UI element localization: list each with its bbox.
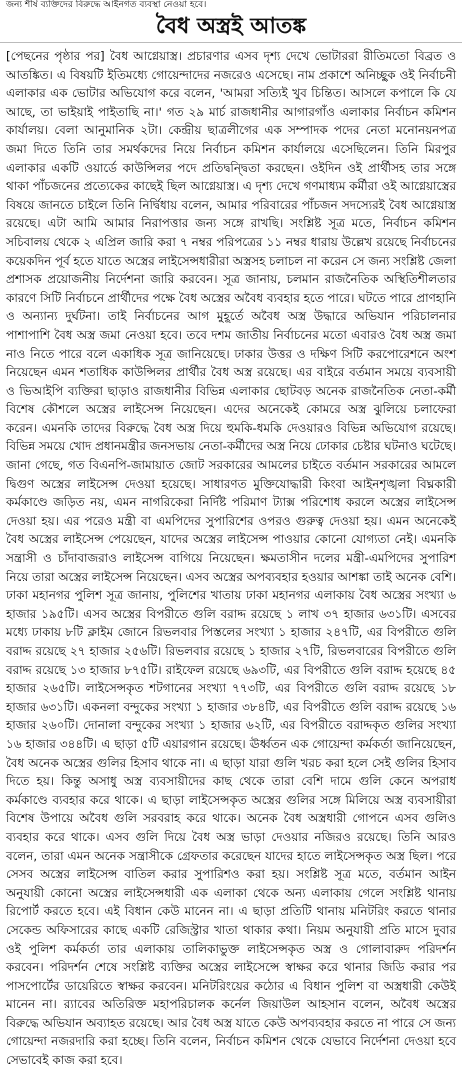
article-headline: বৈধ অস্ত্রই আতঙ্ক bbox=[0, 14, 462, 43]
article-body bbox=[0, 45, 462, 1068]
article-text: [পেছনের পৃষ্ঠার পর] বৈধ আগ্নেয়াস্ত্র। প্রচারণার এসব দৃশ্য দেখে ভোটাররা রীতিমতো বিব্রত ও আতঙ্কিত। এ বিষয়টি ইতিমধ্যে গোয়েন্দাদের নজরেও এসেছে। নাম প্রকাশে অনিচ্ছুক ওই নির্বাচনী এলাকার এক ভোটার অভিযোগ করে বলেন, 'আমরা সত্যিই খুব চিন্তিত। আসলে কপালে কি যে আছে, তা ভাইয়াই পাইতাছি না।' গত ২৯ মার্চ রাজধানীর আগারগাঁও এলাকার নির্বাচন কমিশন কার্যালয়। বেলা আনুমানিক ২টা। কেন্দ্রীয় ছাত্রলীগের এক সম্পাদক পদের নেতা মনোনয়নপত্র জমা দিতে তিনি তার সমর্থকদের নিয়ে নির্বাচন কমিশন কার্যালয়ে এসেছিলেন। তিনি মিরপুর এলাকার একটি ওয়ার্ডে কাউন্সিলর পদে প্রতিদ্বন্দ্বিতা করছেন। ওইদিন ওই প্রার্থীসহ তার সঙ্গে থাকা পাঁচজনের প্রত্যেকের কাছেই ছিল আগ্নেয়াস্ত্র। এ দৃশ্য দেখে গণমাধ্যম কর্মীরা ওই আগ্নেয়াস্ত্রের বিষয়ে জানতে চাইলে তিনি নির্দ্বিধায় বলেন, আমার পরিবারের পাঁচজন সদস্যেরই বৈধ আগ্নেয়াস্ত্র রয়েছে। এটা আমি আমার নিরাপত্তার জন্য সঙ্গে রাখছি। সংশ্লিষ্ট সূত্র মতে, নির্বাচন কমিশন সচিবালয় থেকে ২ এপ্রিল জারি করা ৭ নম্বর পরিপত্রের ১১ নম্বর ধারায় উল্লেখ রয়েছে নির্বাচনের কয়েকদিন পূর্ব হতে যাতে অস্ত্রের লাইসেন্সধারীরা অস্ত্রসহ চলাচল না করেন সে জন্য সংশ্লিষ্ট জেলা প্রশাসক প্রয়োজনীয় নির্দেশনা জারি করবেন। সূত্র জানায়, চলমান রাজনৈতিক অস্থিতিশীলতার কারণে সিটি নির্বাচনে প্রার্থীদের পক্ষে বৈধ অস্ত্রের অবৈধ ব্যবহার হতে পারে। ঘটতে পারে প্রাণহানি ও অন্যান্য দুর্ঘটনা। তাই নির্বাচনের আগ মুহূর্তে অবৈধ অস্ত্র উদ্ধারে অভিযান পরিচালনার পাশাপাশি বৈধ অস্ত্র জমা নেওয়া হবে। তবে দশম জাতীয় নির্বাচনের মতো এবারও বৈধ অস্ত্র জমা নাও নিতে পারে বলে একাধিক সূত্র জানিয়েছে। ঢাকার উত্তর ও দক্ষিণ সিটি করপোরেশনে অংশ নিয়েছেন এমন শতাধিক কাউন্সিলর প্রার্থীর বৈধ অস্ত্র রয়েছে। এর বাইরে বর্তমান সময়ে ব্যবসায়ী ও ভিআইপি ব্যক্তিরা ছাড়াও রাজধানীর বিভিন্ন এলাকার ছোটবড় অনেক রাজনৈতিক নেতা-কর্মী বিশেষ কৌশলে অস্ত্রের লাইসেন্স নিয়েছেন। এদের অনেকেই কোমরে অস্ত্র ঝুলিয়ে চলাফেরা করেন। এমনকি তাদের বিরুদ্ধে বৈধ অস্ত্র দিয়ে হুমকি-ধমকি দেওয়ারও বিভিন্ন অভিযোগ রয়েছে। বিভিন্ন সময়ে খোদ প্রধানমন্ত্রীর জনসভায় নেতা-কর্মীদের অস্ত্র নিয়ে ঢোকার চেষ্টার ঘটনাও ঘটেছে। জানা গেছে, গত বিএনপি-জামায়াত জোট সরকারের আমলের চাইতে বর্তমান সরকারের আমলে দ্বিগুণ অস্ত্রের লাইসেন্স দেওয়া হয়েছে। সাধারণত মুক্তিযোদ্ধারী কিংবা আইনশৃঙ্খলা বিঘ্নকারী কর্মকাণ্ডে জড়িত নয়, এমন নাগরিকেরা নির্দিষ্ট পরিমাণ ট্যাক্স পরিশোধ করলে অস্ত্রের লাইসেন্স দেওয়া হয়। এর পরেও মন্ত্রী বা এমপিদের সুপারিশের ওপরও গুরুত্ব দেওয়া হয়। এমন অনেকেই বৈধ অস্ত্রের লাইসেন্স পেয়েছেন, যাদের অস্ত্রের লাইসেন্স পাওয়ার কোনো যোগ্যতা নেই। এমনকি সন্ত্রাসী ও চাঁদাবাজরাও লাইসেন্স বাগিয়ে নিয়েছেন। ক্ষমতাসীন দলের মন্ত্রী-এমপিদের সুপারিশ নিয়ে তারা অস্ত্রের লাইসেন্স নিয়েছেন। এসব অস্ত্রের অপব্যবহার হওয়ার আশঙ্কা তাই অনেক বেশি। ঢাকা মহানগর পুলিশ সূত্র জানায়, পুলিশের খাতায় ঢাকা মহানগর এলাকায় বৈধ অস্ত্রের সংখ্যা ৬ হাজার ১৯৫টি। এসব অস্ত্রের বিপরীতে গুলি বরাদ্দ রয়েছে ১ লাখ ৩৭ হাজার ৬৩১টি। এসবের মধ্যে ঢাকায় ৮টি ক্লাইম জোনে রিভলবার পিস্তলের সংখ্যা ১ হাজার ২৪৭টি, এর বিপরীতে গুলি বরাদ্দ রয়েছে ২৭ হাজার ২৫৬টি। রিভলবার রয়েছে ১ হাজার ২৭টি, রিভলবারের বিপরীতে গুলি বরাদ্দ রয়েছে ১৩ হাজার ৮৭৫টি। রাইফেল রয়েছে ৬৯৩টি, এর বিপরীতে গুলি বরাদ্দ হয়েছে ৪৫ হাজার ২৬৫টি। লাইসেন্সকৃত শটগানের সংখ্যা ৭৭৩টি, এর বিপরীতে গুলি বরাদ্দ রয়েছে ১৮ হাজার ৬৩১টি। একনলা বন্দুকের সংখ্যা ১ হাজার ৩৮৪টি, এর বিপরীতে গুলি বরাদ্দ রয়েছে ১৬ হাজার ২৬০টি। দোনালা বন্দুকের সংখ্যা ১ হাজার ৬২টি, এর বিপরীতে বরাদ্দকৃত গুলির সংখ্যা ১৬ হাজার ৩৪৪টি। এ ছাড়া ৫টি এয়ারগান রয়েছে। ঊর্ধ্বতন এক গোয়েন্দা কর্মকর্তা জানিয়েছেন, বৈধ অনেক অস্ত্রের গুলির হিসাব থাকে না। এ ছাড়া যারা গুলি খরচ করা হলে সেই গুলির হিসাব দিতে হয়। কিন্তু অসাধু অস্ত্র ব্যবসায়ীদের কাছ থেকে তারা বেশি দামে গুলি কেনে অপরাধ কর্মকাণ্ডে ব্যবহার করে থাকে। এ ছাড়া লাইসেন্সকৃত অস্ত্রের গুলির সঙ্গে মিলিয়ে অস্ত্র ব্যবসায়ীরা বিশেষ উপায়ে অবৈধ গুলি সরবরাহ করে থাকে। অনেক বৈধ অস্ত্রধারী গোপনে এসব গুলিও ব্যবহার করে থাকে। এসব গুলি দিয়ে বৈধ অস্ত্র ভাড়া দেওয়ার নজিরও রয়েছে। তিনি আরও বলেন, তারা এমন অনেক সন্ত্রাসীকে গ্রেফতার করেছেন যাদের হাতে লাইসেন্সকৃত অস্ত্র ছিল। পরে সেসব অস্ত্রের লাইসেন্স বাতিল করার সুপারিশও করা হয়। সংশ্লিষ্ট সূত্র মতে, বর্তমান আইন অনুযায়ী কোনো অস্ত্রের লাইসেন্সধারী এক এলাকা থেকে অন্য এলাকায় গেলে সংশ্লিষ্ট থানায় রিপোর্ট করতে হবে। এই বিধান কেউ মানেন না। এ ছাড়া প্রতিটি থানায় মনিটরিং করতে থানার সেকেন্ড অফিসারের কাছে একটি রেজিস্ট্রার খাতা থাকার কথা। নিয়ম অনুযায়ী প্রতি মাসে দুবার ওই পুলিশ কর্মকর্তা তার এলাকায় তালিকাভুক্ত লাইসেন্সকৃত অস্ত্র ও গোলাবারুদ পরিদর্শন করবেন। পরিদর্শন শেষে সংশ্লিষ্ট ব্যক্তির অস্ত্রের লাইসেন্সে স্বাক্ষর করে থানার জিডি করার পর পাসপোর্টের ডায়েরিতে স্বাক্ষর করবেন। মনিটরিংয়ের কঠোর এ বিধান পুলিশ বা অস্ত্রধারী কেউই মানেন না। র‌্যাবের অতিরিক্ত মহাপরিচালক কর্নেল জিয়াউল আহসান বলেন, অবৈধ অস্ত্রের বিরুদ্ধে অভিযান অব্যাহত রয়েছে। আর বৈধ অস্ত্র যাতে কেউ অপব্যবহার করতে না পারে সে জন্য গোয়েন্দা নজরদারি করা হচ্ছে। তিনি বলেন, নির্বাচন কমিশন থেকে যেভাবে নির্দেশনা দেওয়া হবে সেভাবেই কাজ করা হবে। bbox=[6, 49, 457, 1068]
previous-article-tail: জন্য শীর্ষ ব্যক্তিদের বিরুদ্ধে আইনগত ব্যবস্থা নেওয়া হবে। bbox=[6, 0, 207, 10]
